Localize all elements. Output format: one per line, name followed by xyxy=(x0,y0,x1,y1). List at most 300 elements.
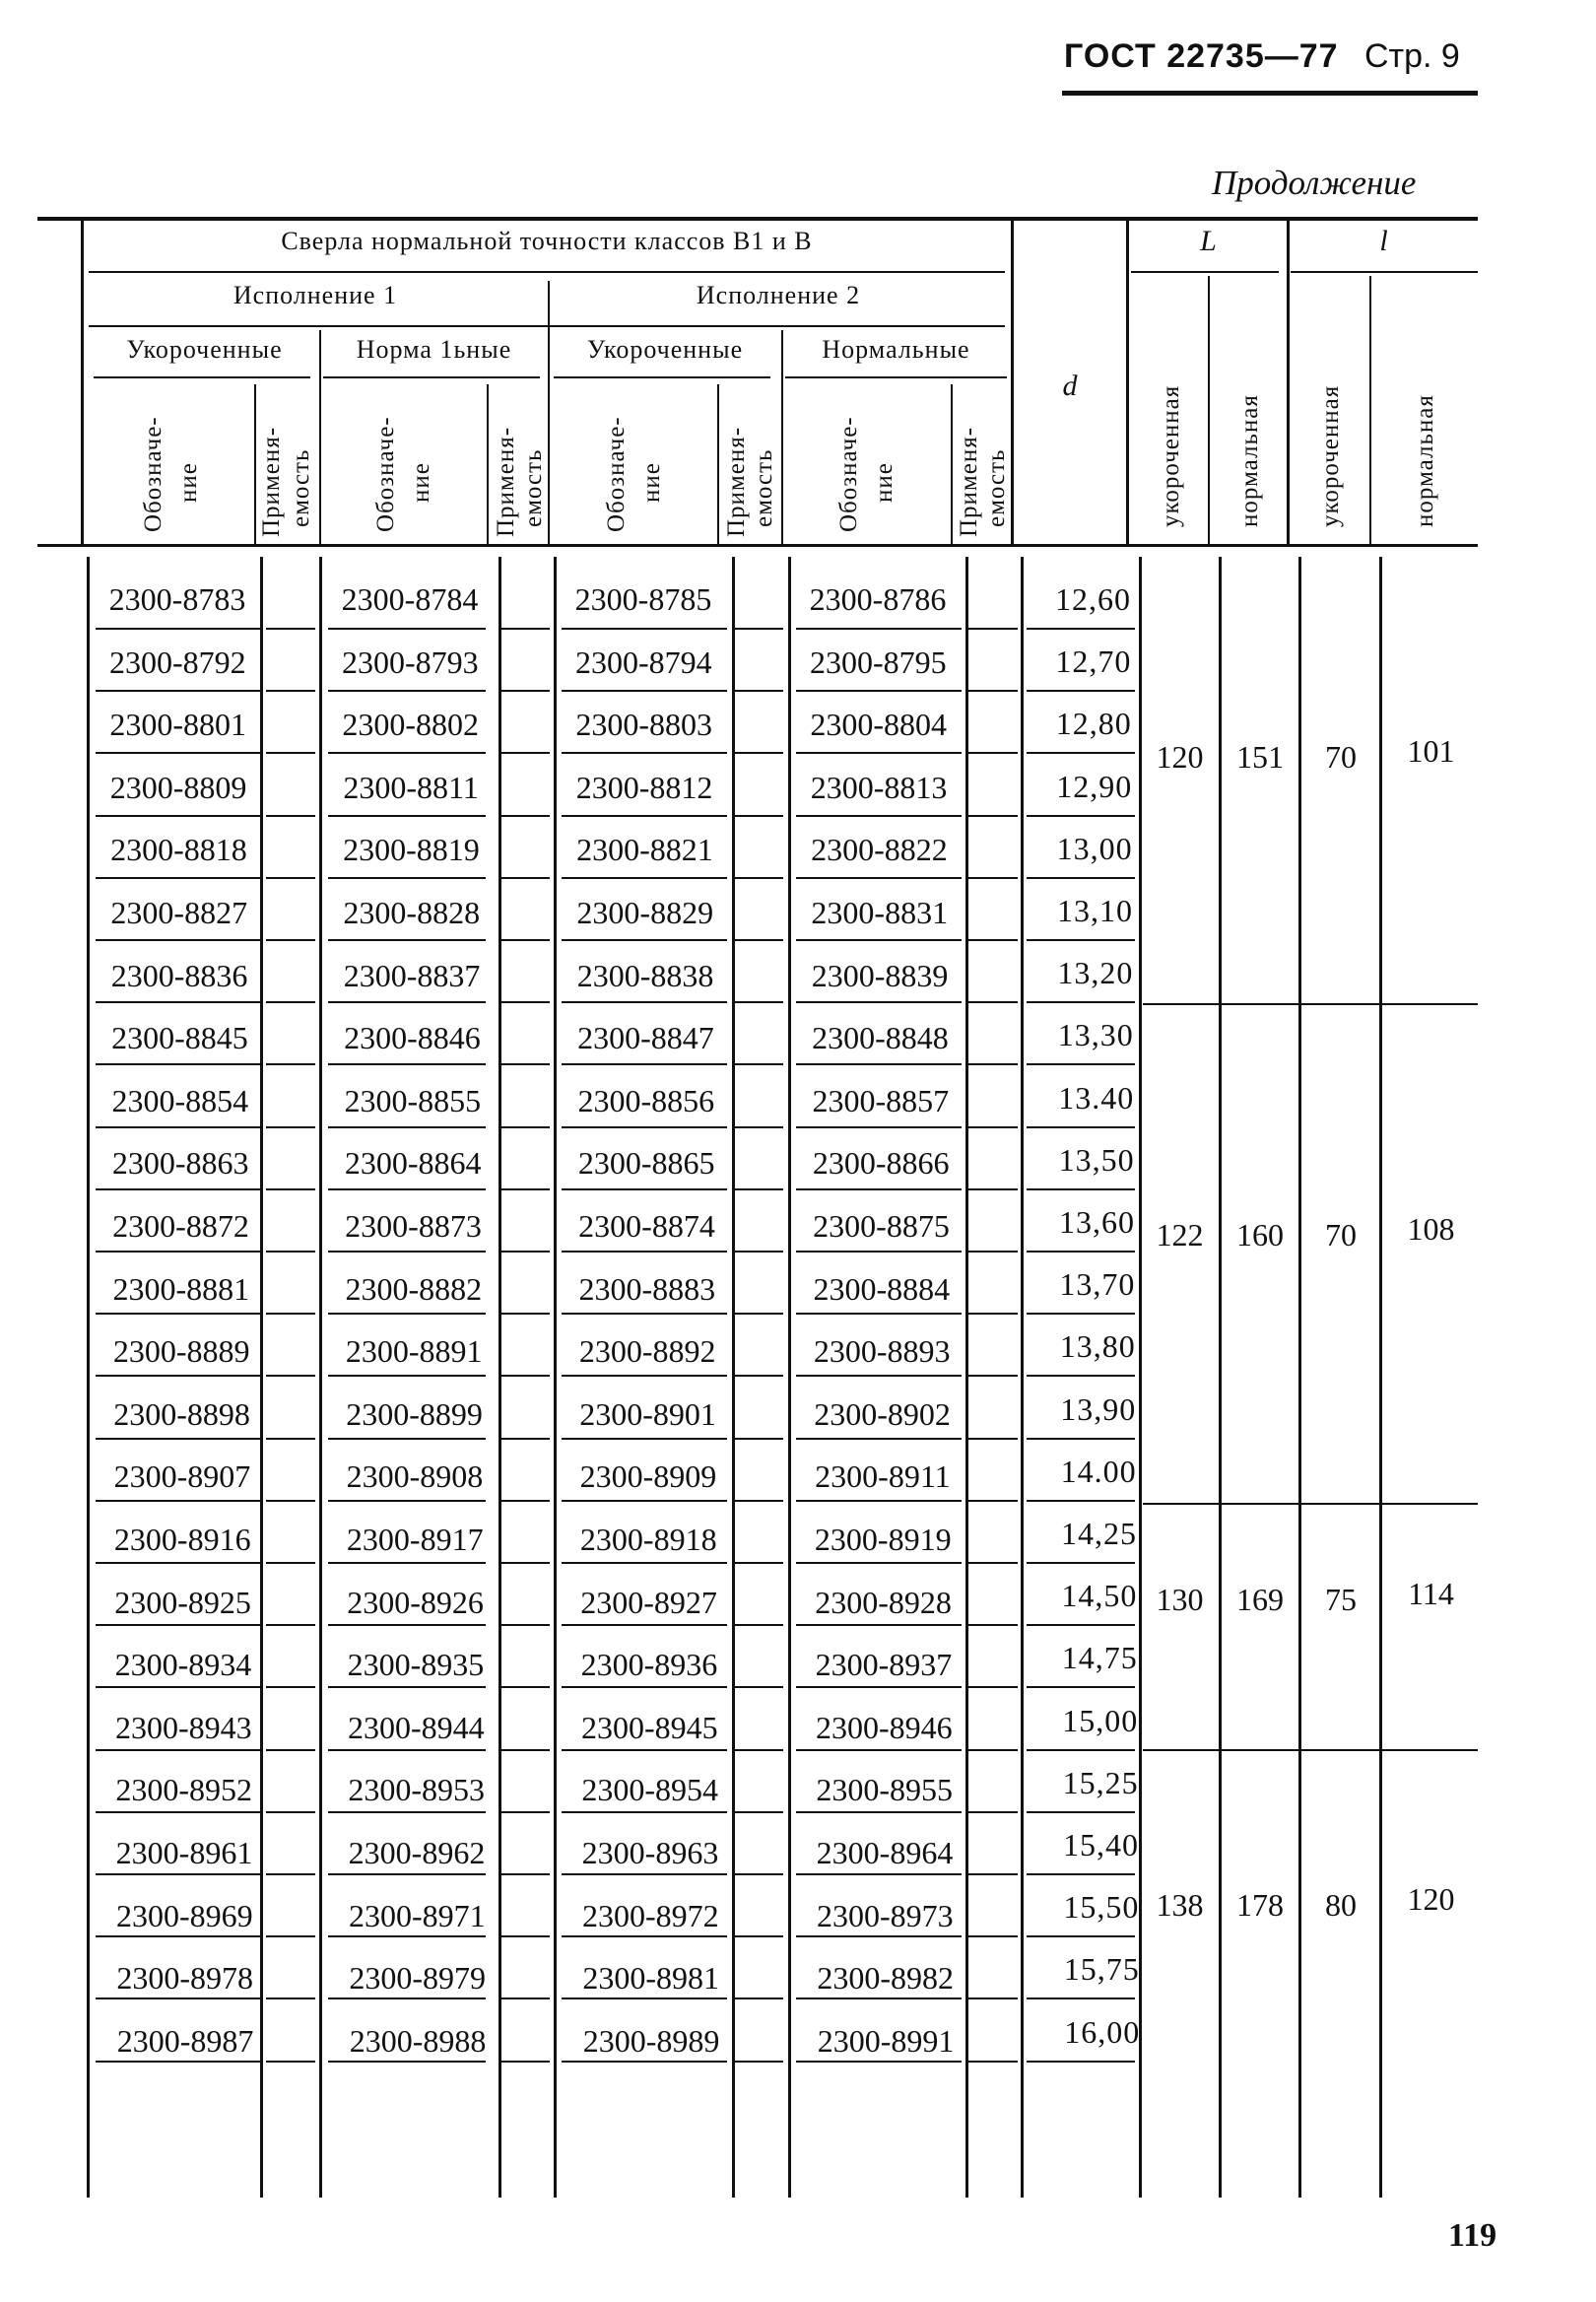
applicability-underline xyxy=(734,1811,783,1813)
designation-cell: 2300-8891 xyxy=(345,1333,483,1370)
diameter-underline xyxy=(1027,1438,1135,1440)
length-value-L-normal: 169 xyxy=(1236,1582,1284,1617)
cell-underline xyxy=(96,628,261,630)
execution-rule xyxy=(89,325,1005,327)
cell-underline xyxy=(96,1749,261,1751)
applicability-underline xyxy=(266,1126,315,1128)
cell-underline xyxy=(796,2061,962,2063)
subgroup-rule-4 xyxy=(785,376,1007,378)
diameter-cell: 14,50 xyxy=(1061,1578,1138,1614)
L-header: L xyxy=(1200,225,1218,257)
designation-cell: 2300-8981 xyxy=(582,1960,720,1997)
cell-underline xyxy=(796,690,962,692)
body-left-border xyxy=(87,557,90,2198)
shortened-label-2: Укороченные xyxy=(586,335,744,364)
length-value-L-short: 138 xyxy=(1156,1887,1204,1923)
designation-header-3b: ние xyxy=(638,462,665,503)
diameter-underline xyxy=(1027,1935,1135,1937)
applicability-underline xyxy=(266,1251,315,1253)
applicability-underline xyxy=(968,1811,1018,1813)
applicability-underline xyxy=(734,752,783,754)
subgroup-rule-3 xyxy=(554,376,770,378)
applicability-underline xyxy=(266,1935,315,1937)
diameter-underline xyxy=(1027,752,1135,754)
designation-cell: 2300-8907 xyxy=(113,1458,251,1495)
designation-cell: 2300-8919 xyxy=(814,1522,952,1557)
designation-cell: 2300-8863 xyxy=(111,1145,249,1182)
applicability-underline xyxy=(734,628,783,630)
designation-cell: 2300-8828 xyxy=(343,895,481,930)
cell-underline xyxy=(328,1811,486,1813)
applicability-underline xyxy=(734,1438,783,1440)
col-divider-3 xyxy=(717,384,719,544)
designation-cell: 2300-8908 xyxy=(346,1458,484,1495)
cell-underline xyxy=(796,1935,962,1937)
cell-underline xyxy=(796,1126,962,1128)
cell-underline xyxy=(562,1811,727,1813)
designation-cell: 2300-8944 xyxy=(347,1709,485,1745)
diameter-cell: 13,60 xyxy=(1059,1204,1135,1240)
applicability-header-1a: Применя- xyxy=(258,426,285,537)
cell-underline xyxy=(96,815,261,817)
designation-header-2b: ние xyxy=(408,462,434,503)
applicability-underline xyxy=(734,1251,783,1253)
designation-cell: 2300-8794 xyxy=(575,643,712,680)
applicability-underline xyxy=(500,1624,550,1626)
designation-cell: 2300-8893 xyxy=(813,1333,951,1370)
designation-header-1b: ние xyxy=(175,462,202,503)
applicability-underline xyxy=(266,1562,315,1564)
applicability-underline xyxy=(734,1686,783,1688)
diameter-cell: 13,30 xyxy=(1057,1017,1134,1053)
applicability-underline xyxy=(734,1624,783,1626)
cell-underline xyxy=(328,1313,486,1315)
designation-cell: 2300-8972 xyxy=(582,1897,719,1933)
designation-cell: 2300-8978 xyxy=(116,1960,254,1997)
cell-underline xyxy=(796,1375,962,1377)
cell-underline xyxy=(96,1811,261,1813)
designation-cell: 2300-8964 xyxy=(816,1835,954,1870)
designation-cell: 2300-8822 xyxy=(811,832,948,868)
cell-underline xyxy=(328,1126,486,1128)
designation-cell: 2300-8848 xyxy=(812,1020,949,1056)
cell-underline xyxy=(96,1438,261,1440)
designation-cell: 2300-8795 xyxy=(810,643,947,680)
designation-cell: 2300-8988 xyxy=(349,2022,487,2059)
applicability-underline xyxy=(500,939,550,941)
col-divider-2 xyxy=(487,384,489,544)
col-divider-1 xyxy=(254,384,256,544)
cell-underline xyxy=(96,690,261,692)
applicability-underline xyxy=(500,877,550,879)
cell-underline xyxy=(796,1562,962,1564)
applicability-underline xyxy=(734,1562,783,1564)
diameter-cell: 12,60 xyxy=(1055,581,1131,617)
applicability-underline xyxy=(266,1873,315,1875)
designation-cell: 2300-8803 xyxy=(575,707,713,743)
cell-underline xyxy=(96,1251,261,1253)
cell-underline xyxy=(328,1375,486,1377)
applicability-underline xyxy=(734,1001,783,1003)
applicability-underline xyxy=(500,1749,550,1751)
diameter-cell: 13,80 xyxy=(1059,1328,1136,1365)
l-short-header: укороченная xyxy=(1317,384,1344,527)
diameter-underline xyxy=(1027,1375,1135,1377)
cell-underline xyxy=(328,2061,486,2063)
diameter-underline xyxy=(1027,1749,1135,1751)
applicability-underline xyxy=(266,628,315,630)
designation-cell: 2300-8952 xyxy=(115,1772,252,1808)
diameter-underline xyxy=(1027,1686,1135,1688)
diameter-underline xyxy=(1027,1997,1135,1999)
diameter-underline xyxy=(1027,1063,1135,1065)
cell-underline xyxy=(796,1063,962,1065)
diameter-underline xyxy=(1027,815,1135,817)
designation-cell: 2300-8901 xyxy=(579,1395,716,1432)
diameter-underline xyxy=(1027,877,1135,879)
cell-underline xyxy=(562,1188,727,1190)
designation-cell: 2300-8911 xyxy=(815,1458,951,1495)
designation-cell: 2300-8819 xyxy=(343,832,480,868)
designation-cell: 2300-8813 xyxy=(810,769,948,805)
cell-underline xyxy=(328,1935,486,1937)
applicability-underline xyxy=(500,1935,550,1937)
cell-underline xyxy=(562,1001,727,1003)
designation-cell: 2300-8866 xyxy=(812,1145,950,1182)
applicability-underline xyxy=(266,1375,315,1377)
cell-underline xyxy=(796,1313,962,1315)
applicability-underline xyxy=(266,1749,315,1751)
length-value-L-short: 120 xyxy=(1156,739,1204,775)
designation-cell: 2300-8892 xyxy=(578,1333,716,1370)
applicability-underline xyxy=(734,1935,783,1937)
cell-underline xyxy=(796,1438,962,1440)
applicability-underline xyxy=(500,1251,550,1253)
designation-cell: 2300-8937 xyxy=(815,1647,953,1683)
d-header: d xyxy=(1062,370,1079,402)
designation-cell: 2300-8927 xyxy=(580,1584,717,1620)
applicability-header-3b: емость xyxy=(751,448,777,527)
diameter-cell: 13,20 xyxy=(1057,955,1134,991)
length-value-l-short: 70 xyxy=(1325,1217,1357,1253)
designation-cell: 2300-8987 xyxy=(116,2022,254,2059)
applicability-underline xyxy=(500,1375,550,1377)
applicability-underline xyxy=(968,1624,1018,1626)
cell-underline xyxy=(96,1001,261,1003)
designation-cell: 2300-8811 xyxy=(343,769,479,805)
L-divider xyxy=(1208,276,1210,544)
cell-underline xyxy=(796,939,962,941)
group-title: Сверла нормальной точности классов В1 и В xyxy=(281,227,813,255)
applicability-underline xyxy=(968,1562,1018,1564)
cell-underline xyxy=(96,1935,261,1937)
applicability-underline xyxy=(734,877,783,879)
applicability-underline xyxy=(968,1251,1018,1253)
designation-cell: 2300-8973 xyxy=(817,1897,954,1933)
designation-cell: 2300-8821 xyxy=(576,832,713,868)
cell-underline xyxy=(796,1188,962,1190)
table-top-rule xyxy=(37,217,1478,221)
cell-underline xyxy=(796,1500,962,1502)
applicability-underline xyxy=(734,1873,783,1875)
cell-underline xyxy=(328,1624,486,1626)
applicability-underline xyxy=(266,1188,315,1190)
applicability-underline xyxy=(500,1997,550,1999)
sub-divider-1 xyxy=(319,330,321,544)
applicability-underline xyxy=(968,1063,1018,1065)
applicability-underline xyxy=(500,752,550,754)
cell-underline xyxy=(96,752,261,754)
body-col-3 xyxy=(499,557,501,2198)
length-value-l-normal: 114 xyxy=(1408,1576,1454,1611)
shortened-label-1: Укороченные xyxy=(126,335,283,364)
cell-underline xyxy=(96,1126,261,1128)
cell-underline xyxy=(328,690,486,692)
body-col-5 xyxy=(732,557,735,2198)
diameter-cell: 13,90 xyxy=(1060,1390,1137,1427)
designation-cell: 2300-8785 xyxy=(574,581,712,617)
applicability-underline xyxy=(968,877,1018,879)
cell-underline xyxy=(328,1251,486,1253)
applicability-underline xyxy=(734,1313,783,1315)
designation-cell: 2300-8792 xyxy=(109,643,246,680)
applicability-underline xyxy=(266,1500,315,1502)
applicability-underline xyxy=(968,1188,1018,1190)
l-divider xyxy=(1369,276,1371,544)
cell-underline xyxy=(562,939,727,941)
applicability-underline xyxy=(500,815,550,817)
cell-underline xyxy=(328,877,486,879)
applicability-header-2b: емость xyxy=(520,448,547,527)
applicability-underline xyxy=(968,628,1018,630)
applicability-underline xyxy=(968,1749,1018,1751)
applicability-underline xyxy=(500,1063,550,1065)
cell-underline xyxy=(96,1686,261,1688)
cell-underline xyxy=(96,2061,261,2063)
applicability-underline xyxy=(968,1313,1018,1315)
cell-underline xyxy=(96,1063,261,1065)
cell-underline xyxy=(96,1873,261,1875)
length-value-l-normal: 101 xyxy=(1407,733,1455,769)
designation-cell: 2300-8917 xyxy=(346,1522,484,1557)
designation-cell: 2300-8804 xyxy=(810,707,948,743)
length-value-l-normal: 120 xyxy=(1407,1881,1455,1917)
cell-underline xyxy=(562,1935,727,1937)
designation-cell: 2300-8829 xyxy=(576,895,714,930)
diameter-cell: 12,80 xyxy=(1055,706,1132,742)
length-value-l-short: 80 xyxy=(1325,1887,1357,1923)
designation-cell: 2300-8818 xyxy=(110,832,247,868)
page-label: Стр. 9 xyxy=(1364,37,1460,75)
cell-underline xyxy=(562,877,727,879)
applicability-underline xyxy=(968,1001,1018,1003)
designation-header-4a: Обозначе- xyxy=(835,416,862,532)
cell-underline xyxy=(796,1251,962,1253)
designation-cell: 2300-8802 xyxy=(342,707,480,743)
cell-underline xyxy=(562,1126,727,1128)
designation-cell: 2300-8936 xyxy=(580,1647,718,1683)
designation-cell: 2300-8857 xyxy=(812,1082,950,1118)
applicability-underline xyxy=(500,628,550,630)
applicability-underline xyxy=(968,1935,1018,1937)
L-short-header: укороченная xyxy=(1158,384,1184,527)
length-value-L-normal: 160 xyxy=(1236,1217,1284,1253)
applicability-underline xyxy=(968,1686,1018,1688)
applicability-underline xyxy=(968,1500,1018,1502)
applicability-underline xyxy=(734,1749,783,1751)
applicability-underline xyxy=(500,1001,550,1003)
cell-underline xyxy=(328,1500,486,1502)
designation-cell: 2300-8882 xyxy=(345,1270,483,1307)
designation-cell: 2300-8946 xyxy=(815,1709,953,1745)
diameter-cell: 15,25 xyxy=(1062,1764,1139,1800)
execution-1-label: Исполнение 1 xyxy=(233,281,398,309)
applicability-underline xyxy=(500,1438,550,1440)
body-col-7 xyxy=(965,557,968,2198)
designation-cell: 2300-8969 xyxy=(116,1897,253,1933)
continued-label: Продолжение xyxy=(1212,164,1417,202)
designation-cell: 2300-8989 xyxy=(582,2022,720,2059)
designation-cell: 2300-8855 xyxy=(344,1082,482,1118)
body-col-2 xyxy=(319,557,322,2198)
applicability-underline xyxy=(734,815,783,817)
designation-cell: 2300-8801 xyxy=(109,707,247,743)
cell-underline xyxy=(796,1811,962,1813)
applicability-header-4a: Применя- xyxy=(956,426,982,537)
d-divider-left xyxy=(1011,219,1014,544)
designation-cell: 2300-8874 xyxy=(578,1208,715,1244)
applicability-underline xyxy=(500,690,550,692)
designation-cell: 2300-8889 xyxy=(112,1333,250,1370)
cell-underline xyxy=(796,1873,962,1875)
designation-cell: 2300-8945 xyxy=(580,1709,718,1745)
cell-underline xyxy=(96,877,261,879)
designation-cell: 2300-8925 xyxy=(114,1584,251,1620)
subgroup-rule-1 xyxy=(94,376,310,378)
cell-underline xyxy=(796,1001,962,1003)
cell-underline xyxy=(328,1438,486,1440)
group-title-rule xyxy=(89,271,1005,273)
execution-2-label: Исполнение 2 xyxy=(696,281,861,309)
cell-underline xyxy=(328,752,486,754)
cell-underline xyxy=(562,2061,727,2063)
cell-underline xyxy=(562,1873,727,1875)
applicability-underline xyxy=(968,1126,1018,1128)
designation-cell: 2300-8836 xyxy=(110,957,248,993)
designation-cell: 2300-8856 xyxy=(577,1082,715,1118)
designation-cell: 2300-8845 xyxy=(111,1020,248,1056)
length-value-L-short: 130 xyxy=(1156,1582,1204,1617)
diameter-underline xyxy=(1027,2061,1135,2063)
applicability-underline xyxy=(500,1500,550,1502)
diameter-underline xyxy=(1027,1188,1135,1190)
diameter-cell: 13,70 xyxy=(1059,1266,1136,1303)
applicability-underline xyxy=(968,1438,1018,1440)
L-normal-header: нормальная xyxy=(1236,394,1263,527)
cell-underline xyxy=(796,628,962,630)
designation-cell: 2300-8883 xyxy=(578,1270,716,1307)
cell-underline xyxy=(562,1438,727,1440)
l-header: l xyxy=(1379,225,1389,257)
length-value-l-short: 75 xyxy=(1325,1582,1357,1617)
diameter-cell: 14.00 xyxy=(1060,1453,1137,1489)
cell-underline xyxy=(96,1313,261,1315)
designation-cell: 2300-8934 xyxy=(114,1647,252,1683)
cell-underline xyxy=(796,1686,962,1688)
diameter-cell: 16,00 xyxy=(1064,2013,1141,2050)
cell-underline xyxy=(796,752,962,754)
applicability-underline xyxy=(500,1126,550,1128)
designation-cell: 2300-8918 xyxy=(579,1522,717,1557)
body-col-6 xyxy=(788,557,791,2198)
cell-underline xyxy=(562,1749,727,1751)
applicability-underline xyxy=(968,1873,1018,1875)
designation-cell: 2300-8898 xyxy=(113,1395,250,1432)
group-sep-3 xyxy=(1143,1749,1478,1751)
applicability-underline xyxy=(266,939,315,941)
sub-divider-2 xyxy=(781,330,783,544)
cell-underline xyxy=(796,815,962,817)
applicability-underline xyxy=(500,2061,550,2063)
designation-cell: 2300-8873 xyxy=(345,1208,482,1244)
cell-underline xyxy=(562,690,727,692)
normal-label-1: Норма 1ьные xyxy=(356,335,512,364)
designation-cell: 2300-8865 xyxy=(577,1145,715,1182)
l-normal-header: нормальная xyxy=(1412,394,1438,527)
designation-cell: 2300-8809 xyxy=(109,769,247,805)
col-divider-4 xyxy=(951,384,953,544)
diameter-underline xyxy=(1027,1001,1135,1003)
designation-cell: 2300-8982 xyxy=(817,1960,955,1997)
cell-underline xyxy=(562,1624,727,1626)
exec-divider xyxy=(548,281,550,544)
applicability-underline xyxy=(734,1500,783,1502)
cell-underline xyxy=(562,1500,727,1502)
diameter-cell: 12,70 xyxy=(1055,643,1132,680)
designation-cell: 2300-8928 xyxy=(815,1584,952,1620)
applicability-header-4b: емость xyxy=(983,448,1010,527)
diameter-underline xyxy=(1027,1624,1135,1626)
designation-cell: 2300-8831 xyxy=(811,895,949,930)
applicability-underline xyxy=(968,2061,1018,2063)
applicability-underline xyxy=(266,1997,315,1999)
applicability-underline xyxy=(734,1375,783,1377)
cell-underline xyxy=(328,939,486,941)
group-sep-2 xyxy=(1143,1503,1478,1505)
designation-cell: 2300-8963 xyxy=(581,1835,719,1870)
diameter-cell: 12,90 xyxy=(1056,768,1133,804)
applicability-underline xyxy=(968,1375,1018,1377)
diameter-underline xyxy=(1027,939,1135,941)
designation-cell: 2300-8979 xyxy=(349,1960,487,1997)
designation-cell: 2300-8854 xyxy=(111,1082,249,1118)
page-number: 119 xyxy=(1448,2217,1497,2254)
diameter-underline xyxy=(1027,1126,1135,1128)
applicability-underline xyxy=(500,1811,550,1813)
body-col-11 xyxy=(1298,557,1301,2198)
applicability-underline xyxy=(734,1997,783,1999)
applicability-underline xyxy=(500,1313,550,1315)
designation-header-2a: Обозначе- xyxy=(372,416,399,532)
designation-cell: 2300-8909 xyxy=(579,1458,717,1495)
applicability-underline xyxy=(266,1811,315,1813)
diameter-underline xyxy=(1027,1251,1135,1253)
cell-underline xyxy=(96,1188,261,1190)
applicability-underline xyxy=(500,1873,550,1875)
cell-underline xyxy=(96,1997,261,1999)
diameter-cell: 15,75 xyxy=(1063,1951,1140,1988)
diameter-underline xyxy=(1027,628,1135,630)
